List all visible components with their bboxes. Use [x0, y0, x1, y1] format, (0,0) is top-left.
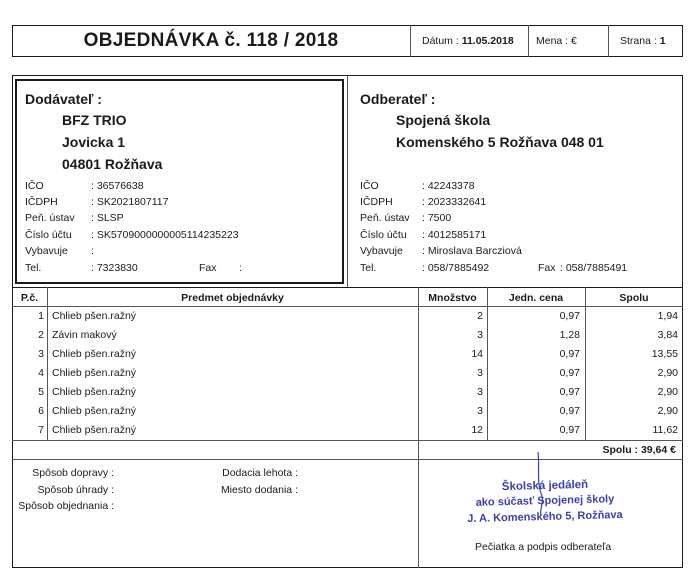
supplier-tel-row — [25, 260, 335, 276]
row-no: 6 — [38, 405, 44, 417]
customer-ico-row — [360, 178, 680, 194]
party-divider — [347, 75, 348, 287]
supplier-ico-row — [25, 178, 335, 194]
currency-value: € — [571, 35, 577, 47]
field-value: : SK2021807117 — [91, 196, 169, 208]
row-item: Chlieb pšen.ražný — [52, 424, 137, 436]
table-row — [12, 383, 683, 402]
transport-label: Spôsob dopravy : — [32, 467, 114, 479]
fax-label: Fax — [199, 262, 217, 274]
customer-contact-row — [360, 243, 680, 259]
row-item: Chlieb pšen.ražný — [52, 367, 137, 379]
signature-label: Pečiatka a podpis odberateľa — [475, 541, 612, 553]
page-field — [620, 25, 666, 57]
row-no: 2 — [38, 329, 44, 341]
stamp-line-2: ako súčasť Spojenej školy — [475, 493, 615, 509]
col-header-price: Jedn. cena — [508, 292, 564, 304]
field-label: Vybavuje — [25, 245, 68, 257]
row-price: 0,97 — [559, 348, 580, 360]
date-value: 11.05.2018 — [461, 35, 514, 47]
date-label: Dátum : — [422, 35, 459, 47]
payment-label: Spôsob úhrady : — [37, 484, 114, 496]
customer-icdph-row — [360, 194, 680, 210]
supplier-contact-row — [25, 243, 335, 259]
col-header-qty: Množstvo — [428, 292, 477, 304]
stamp-line-3: J. A. Komenského 5, Rožňava — [467, 508, 623, 526]
row-no: 3 — [38, 348, 44, 360]
row-item: Chlieb pšen.ražný — [52, 348, 137, 360]
row-qty: 3 — [477, 386, 483, 398]
row-total: 2,90 — [657, 367, 678, 379]
supplier-street: Jovicka 1 — [62, 134, 126, 150]
currency-field — [536, 25, 577, 57]
row-price: 0,97 — [559, 424, 580, 436]
supplier-name: BFZ TRIO — [62, 112, 127, 128]
page-value: 1 — [659, 35, 666, 47]
supplier-account-row — [25, 227, 335, 243]
field-label: Vybavuje — [360, 245, 403, 257]
field-value: : 2023332641 — [422, 196, 487, 208]
stamp-line-1: Školská jedáleň — [501, 478, 589, 494]
field-label: IČDPH — [25, 196, 58, 208]
fax-label: Fax — [538, 262, 556, 274]
currency-label: Mena : — [536, 35, 569, 47]
header-divider — [608, 25, 609, 57]
row-price: 1,28 — [559, 329, 580, 341]
field-label: Tel. — [25, 262, 42, 274]
row-qty: 3 — [477, 405, 483, 417]
row-total: 13,55 — [651, 348, 678, 360]
row-total: 2,90 — [657, 386, 678, 398]
row-item: Chlieb pšen.ražný — [52, 386, 137, 398]
table-row — [12, 421, 683, 440]
customer-heading: Odberateľ : — [360, 91, 436, 107]
row-qty: 3 — [477, 367, 483, 379]
row-qty: 12 — [471, 424, 483, 436]
row-total: 1,94 — [657, 310, 678, 322]
sum-label: Spolu : — [602, 444, 639, 456]
field-label: Číslo účtu — [25, 229, 72, 241]
fax-value: : 058/7885491 — [560, 262, 628, 274]
table-row — [12, 345, 683, 364]
field-value: : 4012585171 — [422, 229, 487, 241]
row-no: 5 — [38, 386, 44, 398]
delivery-place-label: Miesto dodania : — [220, 484, 298, 496]
supplier-icdph-row — [25, 194, 335, 210]
sum-value: 39,64 € — [640, 444, 676, 456]
row-no: 4 — [38, 367, 44, 379]
table-row — [12, 326, 683, 345]
field-value: : — [91, 245, 94, 257]
table-row — [12, 364, 683, 383]
row-total: 2,90 — [657, 405, 678, 417]
col-header-no: P.č. — [20, 292, 39, 304]
table-top-line — [12, 287, 683, 288]
field-label: IČDPH — [360, 196, 393, 208]
field-label: Tel. — [360, 262, 377, 274]
table-row — [12, 402, 683, 421]
col-header-item: Predmet objednávky — [181, 292, 284, 304]
row-item: Chlieb pšen.ražný — [52, 405, 137, 417]
table-row — [12, 307, 683, 326]
row-total: 3,84 — [657, 329, 678, 341]
supplier-heading: Dodávateľ : — [25, 91, 102, 107]
row-qty: 14 — [471, 348, 483, 360]
customer-tel-row — [360, 260, 680, 276]
field-value: : 7500 — [422, 212, 452, 224]
page-label: Strana : — [620, 35, 657, 47]
customer-address: Komenského 5 Rožňava 048 01 — [396, 134, 604, 150]
supplier-bank-row — [25, 210, 335, 226]
delivery-term-label: Dodacia lehota : — [222, 467, 298, 479]
field-label: IČO — [25, 180, 44, 192]
row-price: 0,97 — [559, 386, 580, 398]
field-value: : 42243378 — [422, 180, 475, 192]
field-value: : SK5709000000005114235223 — [91, 229, 239, 241]
date-field — [422, 25, 514, 57]
order-title: OBJEDNÁVKA č. 118 / 2018 — [83, 30, 339, 51]
col-header-total: Spolu — [619, 292, 649, 304]
field-value: : Miroslava Barcziová — [422, 245, 522, 257]
field-label: IČO — [360, 180, 379, 192]
row-price: 0,97 — [559, 367, 580, 379]
field-value: : 058/7885492 — [422, 262, 490, 274]
field-label: Peň. ústav — [360, 212, 410, 224]
ordering-label: Spôsob objednania : — [18, 500, 114, 512]
customer-name: Spojená škola — [396, 112, 491, 128]
customer-account-row — [360, 227, 680, 243]
row-item: Chlieb pšen.ražný — [52, 310, 137, 322]
row-total: 11,62 — [652, 424, 678, 436]
row-qty: 3 — [477, 329, 483, 341]
grand-total — [560, 441, 676, 460]
row-qty: 2 — [477, 310, 483, 322]
row-item: Závin makový — [52, 329, 117, 341]
customer-bank-row — [360, 210, 680, 226]
row-no: 7 — [38, 424, 44, 436]
field-label: Peň. ústav — [25, 212, 75, 224]
row-price: 0,97 — [559, 405, 580, 417]
supplier-city: 04801 Rožňava — [62, 156, 163, 172]
fax-value: : — [239, 262, 242, 274]
field-value: : 7323830 — [91, 262, 138, 274]
field-label: Číslo účtu — [360, 229, 407, 241]
row-no: 1 — [38, 310, 44, 322]
header-divider — [528, 25, 529, 57]
field-value: : SLSP — [91, 212, 124, 224]
header-divider — [410, 25, 411, 57]
field-value: : 36576638 — [91, 180, 144, 192]
row-price: 0,97 — [559, 310, 580, 322]
